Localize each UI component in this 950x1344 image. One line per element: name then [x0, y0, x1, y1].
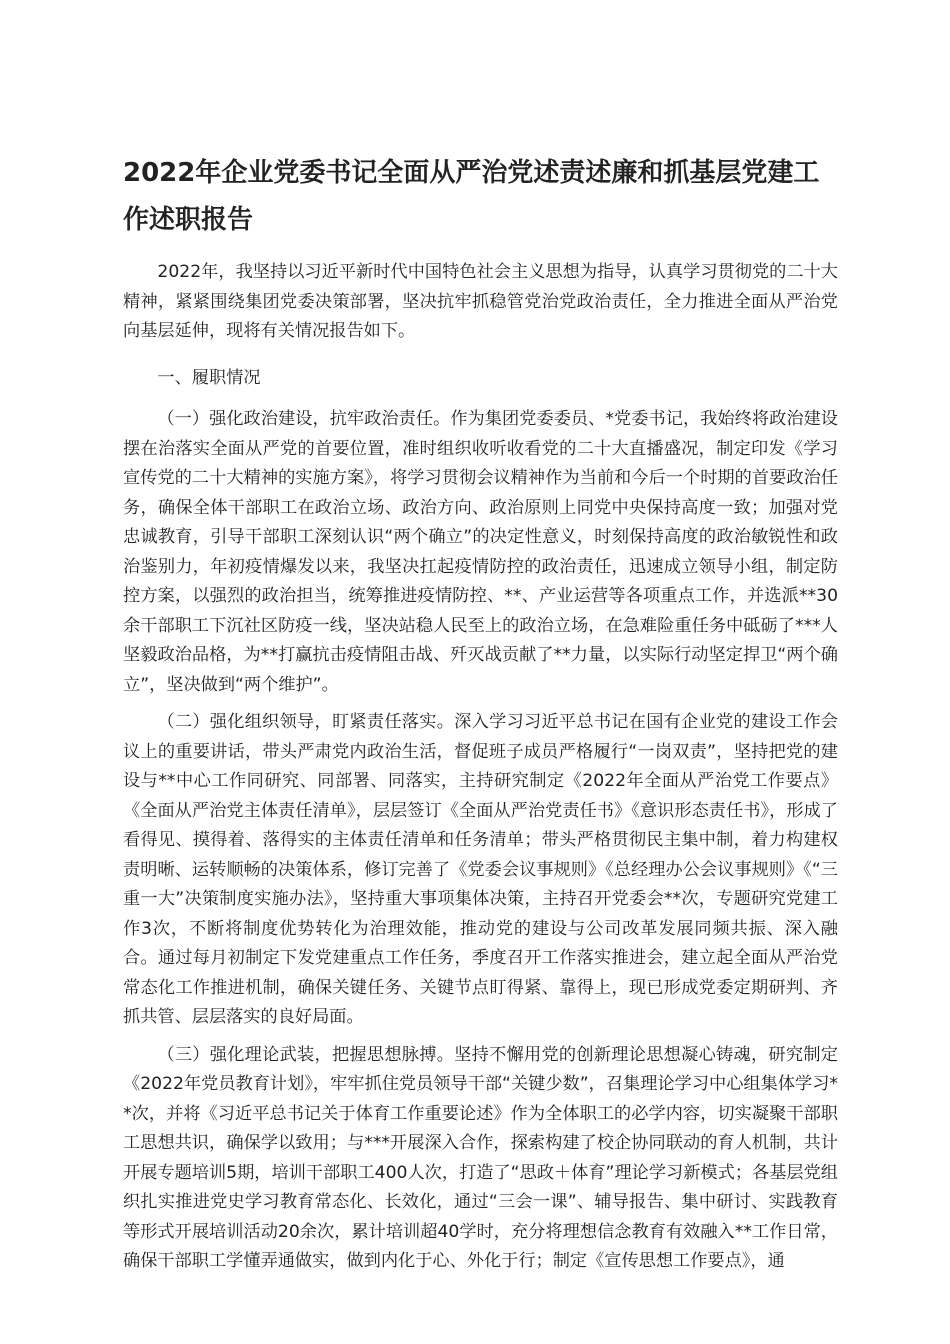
intro-paragraph: 2022年，我坚持以习近平新时代中国特色社会主义思想为指导，认真学习贯彻党的二十大精神，紧紧围绕集团党委决策部署，坚决抗牢抓稳管党治党政治责任，全力推进全面从严治党向基层延伸，现将有关情况报告如下。	[123, 262, 838, 341]
section-heading: 一、履职情况	[157, 367, 261, 388]
body-paragraph-3: （三）强化理论武装，把握思想脉搏。坚持不懈用党的创新理论思想凝心铸魂，研究制定《2022年党员教育计划》，牢牢抓住党员领导干部“关键少数”，召集理论学习中心组集体学习**次，并将《习近平总书记关于体育工作重要论述》作为全体职工的必学内容，切实凝聚干部职工思想共识，确保学以致用；与***开展深入合作，探索构建了校企协同联动的育人机制，共计开展专题培训5期，培训干部职工400人次，打造了“思政＋体育”理论学习新模式；各基层党组织扎实推进党史学习教育常态化、长效化，通过“三会一课”、辅导报告、集中研讨、实践教育等形式开展培训活动20余次，累计培训超40学时，充分将理想信念教育有效融入**工作日常，确保干部职工学懂弄通做实，做到内化于心、外化于行；制定《宣传思想工作要点》，通	[123, 1044, 838, 1271]
document-title: 2022年企业党委书记全面从严治党述责述廉和抓基层党建工作述职报告	[123, 158, 820, 235]
body-paragraph-2: （二）强化组织领导，盯紧责任落实。深入学习习近平总书记在国有企业党的建设工作会议上的重要讲话，带头严肃党内政治生活，督促班子成员严格履行“一岗双责”，坚持把党的建设与**中心工作同研究、同部署、同落实，主持研究制定《2022年全面从严治党工作要点》《全面从严治党主体责任清单》，层层签订《全面从严治党责任书》《意识形态责任书》，形成了看得见、摸得着、落得实的主体责任清单和任务清单；带头严格贯彻民主集中制，着力构建权责明晰、运转顺畅的决策体系，修订完善了《党委会议事规则》《总经理办公会议事规则》《“三重一大”决策制度实施办法》，坚持重大事项集体决策，主持召开党委会**次，专题研究党建工作3次，不断将制度优势转化为治理效能，推动党的建设与公司改革发展同频共振、深入融合。通过每月初制定下发党建重点工作任务，季度召开工作落实推进会，建立起全面从严治党常态化工作推进机制，确保关键任务、关键节点盯得紧、靠得上，现已形成党委定期研判、齐抓共管、层层落实的良好局面。	[123, 712, 838, 1027]
body-paragraph-1: （一）强化政治建设，抗牢政治责任。作为集团党委委员、*党委书记，我始终将政治建设摆在治落实全面从严党的首要位置，准时组织收听收看党的二十大直播盛况，制定印发《学习宣传党的二十大精神的实施方案》，将学习贯彻会议精神作为当前和今后一个时期的首要政治任务，确保全体干部职工在政治立场、政治方向、政治原则上同党中央保持高度一致；加强对党忠诚教育，引导干部职工深刻认识“两个确立”的决定性意义，时刻保持高度的政治敏锐性和政治鉴别力，年初疫情爆发以来，我坚决扛起疫情防控的政治责任，迅速成立领导小组，制定防控方案，以强烈的政治担当，统筹推进疫情防控、**、产业运营等各项重点工作，并选派**30余干部职工下沉社区防疫一线，坚决站稳人民至上的政治立场，在急难险重任务中砥砺了***人坚毅政治品格，为**打赢抗击疫情阻击战、歼灭战贡献了**力量，以实际行动坚定捍卫“两个确立”，坚决做到“两个维护”。	[123, 409, 838, 695]
document-body	[123, 258, 838, 1277]
